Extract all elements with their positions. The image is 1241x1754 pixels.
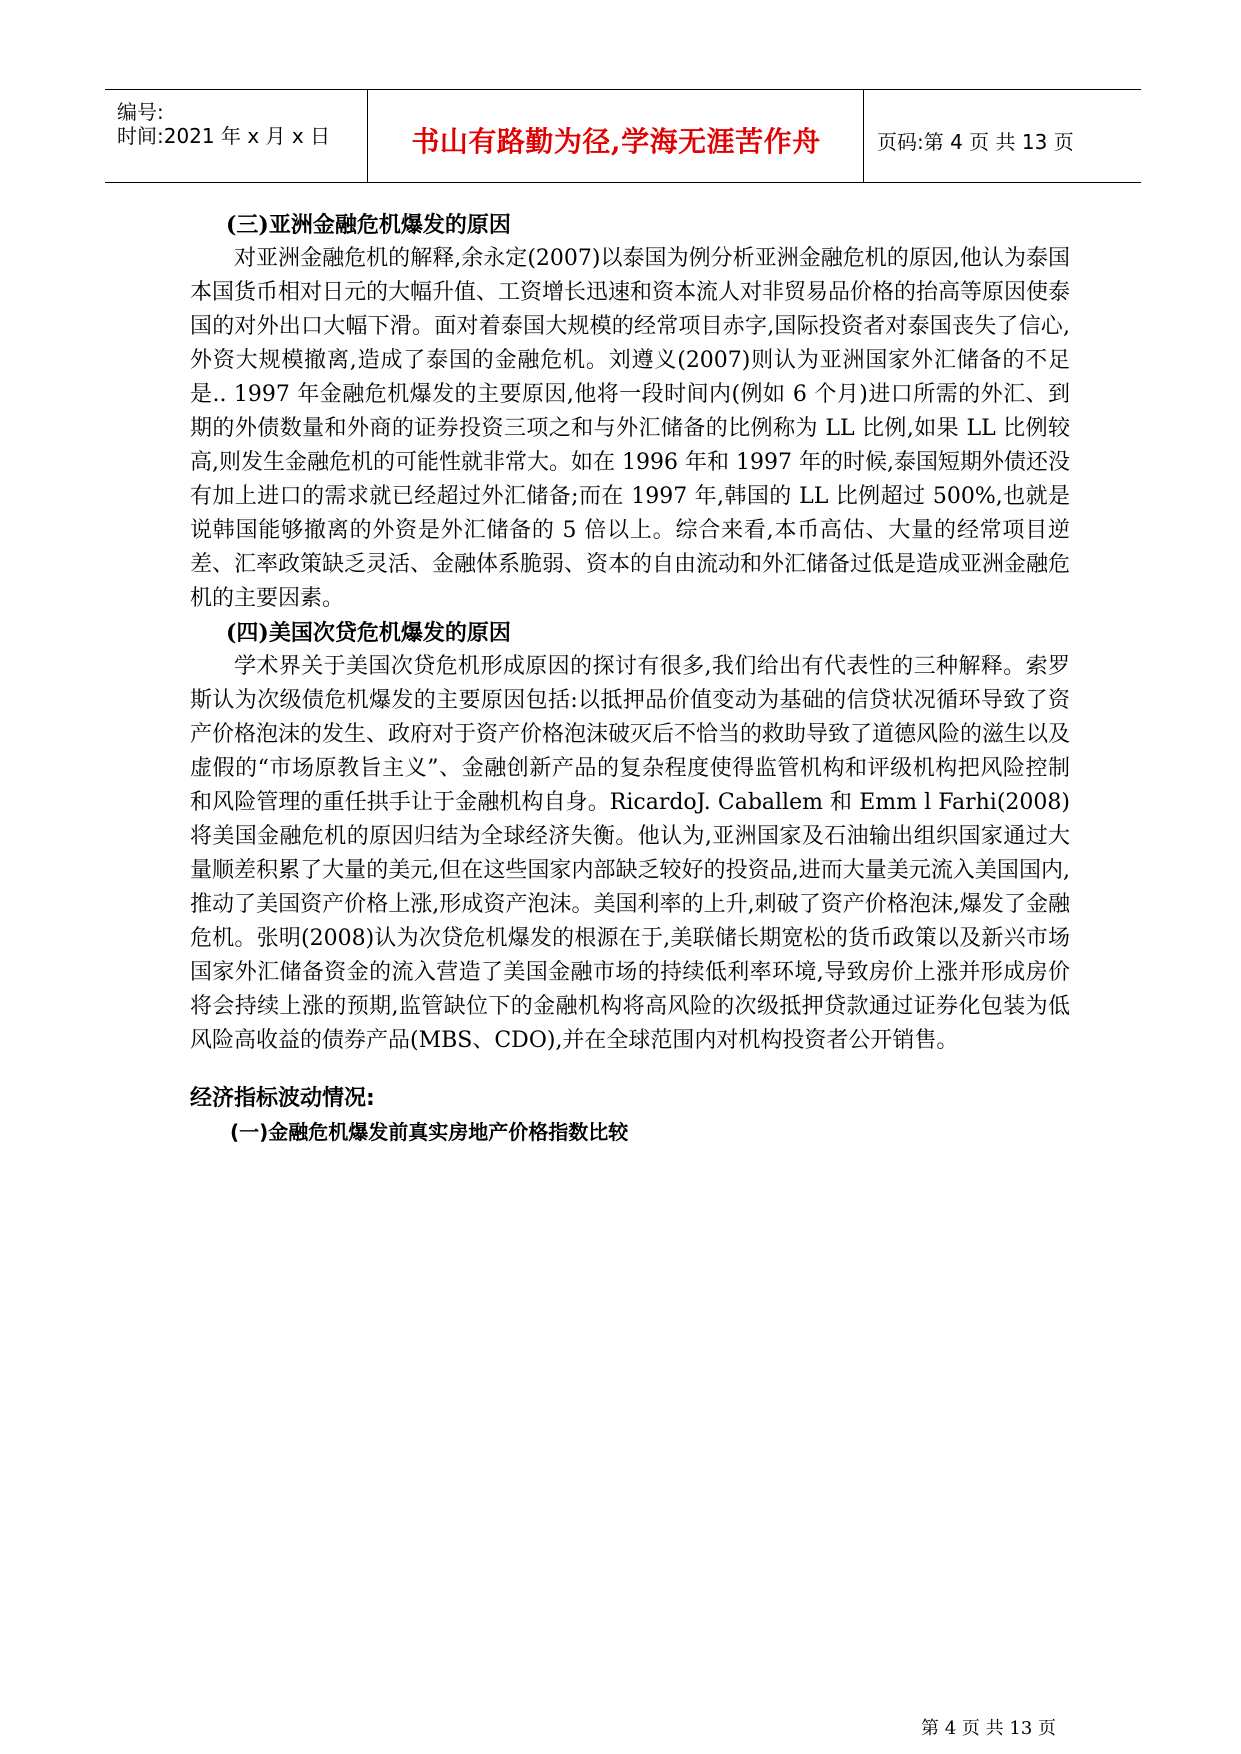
paragraph-asian-crisis: 对亚洲金融危机的解释,余永定(2007)以泰国为例分析亚洲金融危机的原因,他认为泰国本国货币相对日元的大幅升值、工资增长迅速和资本流人对非贸易品价格的抬高等原因使泰国的对外出口大幅下滑。面对着泰国大规模的经常项目赤字,国际投资者对泰国丧失了信心,外资大规模撤离,造成了泰国的金融危机。刘遵义(2007)则认为亚洲国家外汇储备的不足是.. 1997 年金融危机爆发的主要原因,他将一段时间内(例如 6 个月)进口所需的外汇、到期的外债数量和外商的证券投资三项之和与外汇储备的比例称为 LL 比例,如果 LL 比例较高,则发生金融危机的可能性就非常大。如在 1996 年和 1997 年的时候,泰国短期外债还没有加上进口的需求就已经超过外汇储备;而在 1997 年,韩国的 LL 比例超过 500%,也就是说韩国能够撤离的外资是外汇储备的 5 倍以上。综合来看,本币高估、大量的经常项目逆差、汇率政策缺乏灵活、金融体系脆弱、资本的自由流动和外汇储备过低是造成亚洲金融危机的主要因素。	[190, 246, 1071, 611]
page-footer: 第 4 页 共 13 页	[921, 1718, 1056, 1739]
paragraph-us-subprime: 学术界关于美国次贷危机形成原因的探讨有很多,我们给出有代表性的三种解释。索罗斯认为次级债危机爆发的主要原因包括:以抵押品价值变动为基础的信贷状况循环导致了资产价格泡沫的发生、政府对于资产价格泡沫破灭后不恰当的救助导致了道德风险的滋生以及虚假的“市场原教旨主义”、金融创新产品的复杂程度使得监管机构和评级机构把风险控制和风险管理的重任拱手让于金融机构自身。RicardoJ. Caballem 和 Emm l Farhi(2008)将美国金融危机的原因归结为全球经济失衡。他认为,亚洲国家及石油输出组织国家通过大量顺差积累了大量的美元,但在这些国家内部缺乏较好的投资品,进而大量美元流入美国国内,推动了美国资产价格上涨,形成资产泡沫。美国利率的上升,刺破了资产价格泡沫,爆发了金融危机。张明(2008)认为次贷危机爆发的根源在于,美联储长期宽松的货币政策以及新兴市场国家外汇储备资金的流入营造了美国金融市场的持续低利率环境,导致房价上涨并形成房价将会持续上涨的预期,监管缺位下的金融机构将高风险的次级抵押贷款通过证券化包装为低风险高收益的债券产品(MBS、CDO),并在全球范围内对机构投资者公开销售。	[190, 654, 1071, 1053]
header-page-cell	[865, 90, 1141, 182]
header-left-cell	[105, 90, 368, 182]
document-body	[190, 208, 1070, 1148]
indicators-heading: 经济指标波动情况:	[190, 1086, 375, 1111]
page-header	[105, 89, 1141, 183]
time-label: 时间:2021 年 x 月 x 日	[117, 124, 331, 148]
section-title-asian-crisis: (三)亚洲金融危机爆发的原因	[226, 212, 511, 238]
motto: 书山有路勤为径,学海无涯苦作舟	[411, 125, 821, 158]
indicators-subheading: (一)金融危机爆发前真实房地产价格指数比较	[230, 1120, 629, 1144]
serial-label: 编号:	[117, 100, 164, 124]
page-number-label: 页码:第 4 页 共 13 页	[877, 130, 1074, 154]
section-title-us-subprime: (四)美国次贷危机爆发的原因	[226, 620, 511, 646]
header-motto-cell	[369, 90, 864, 182]
